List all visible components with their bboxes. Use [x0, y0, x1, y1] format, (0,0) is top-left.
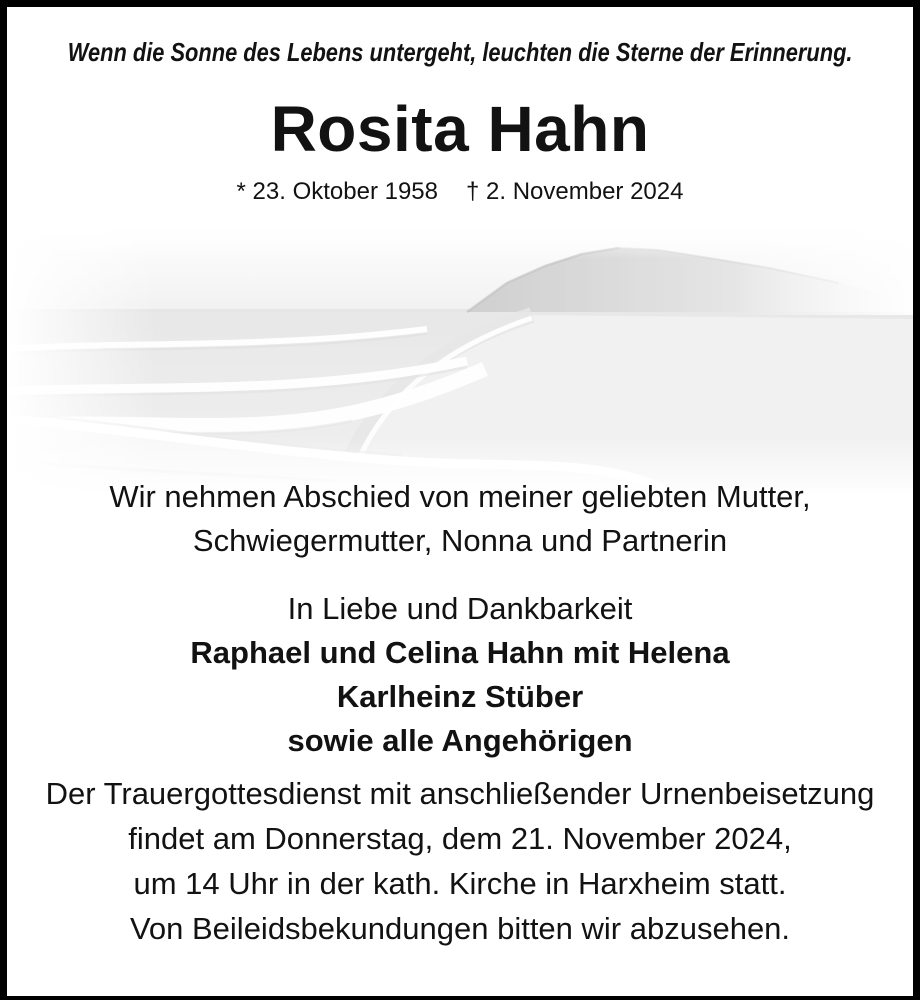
life-dates	[7, 177, 913, 207]
service-line: Von Beileidsbekundungen bitten wir abzusehen.	[129, 911, 791, 947]
beach-photo	[7, 223, 913, 493]
mourner-line: Karlheinz Stüber	[336, 679, 584, 715]
death-date: † 2. November 2024	[466, 178, 684, 206]
beach-photo-graphic	[7, 223, 913, 493]
farewell-line: Schwiegermutter, Nonna und Partnerin	[192, 523, 728, 559]
service-line: um 14 Uhr in der kath. Kirche in Harxheim statt.	[133, 866, 787, 902]
mourners-list	[7, 631, 913, 763]
mourner-line: sowie alle Angehörigen	[287, 723, 633, 759]
memorial-quote	[7, 7, 913, 68]
service-details	[7, 771, 913, 951]
tribute-intro: In Liebe und Dankbarkeit	[287, 591, 633, 627]
service-line: Der Trauergottesdienst mit anschließender Urnenbeisetzung	[45, 776, 875, 812]
mourner-line: Raphael und Celina Hahn mit Helena	[190, 635, 730, 671]
farewell-line: Wir nehmen Abschied von meiner geliebten Mutter,	[109, 479, 811, 515]
deceased-name: Rosita Hahn	[270, 93, 650, 166]
service-line: findet am Donnerstag, dem 21. November 2024,	[128, 821, 792, 857]
birth-date: * 23. Oktober 1958	[236, 178, 438, 206]
memorial-quote-text: Wenn die Sonne des Lebens untergeht, leuchten die Sterne der Erinnerung.	[67, 37, 853, 67]
farewell-text	[7, 475, 913, 563]
